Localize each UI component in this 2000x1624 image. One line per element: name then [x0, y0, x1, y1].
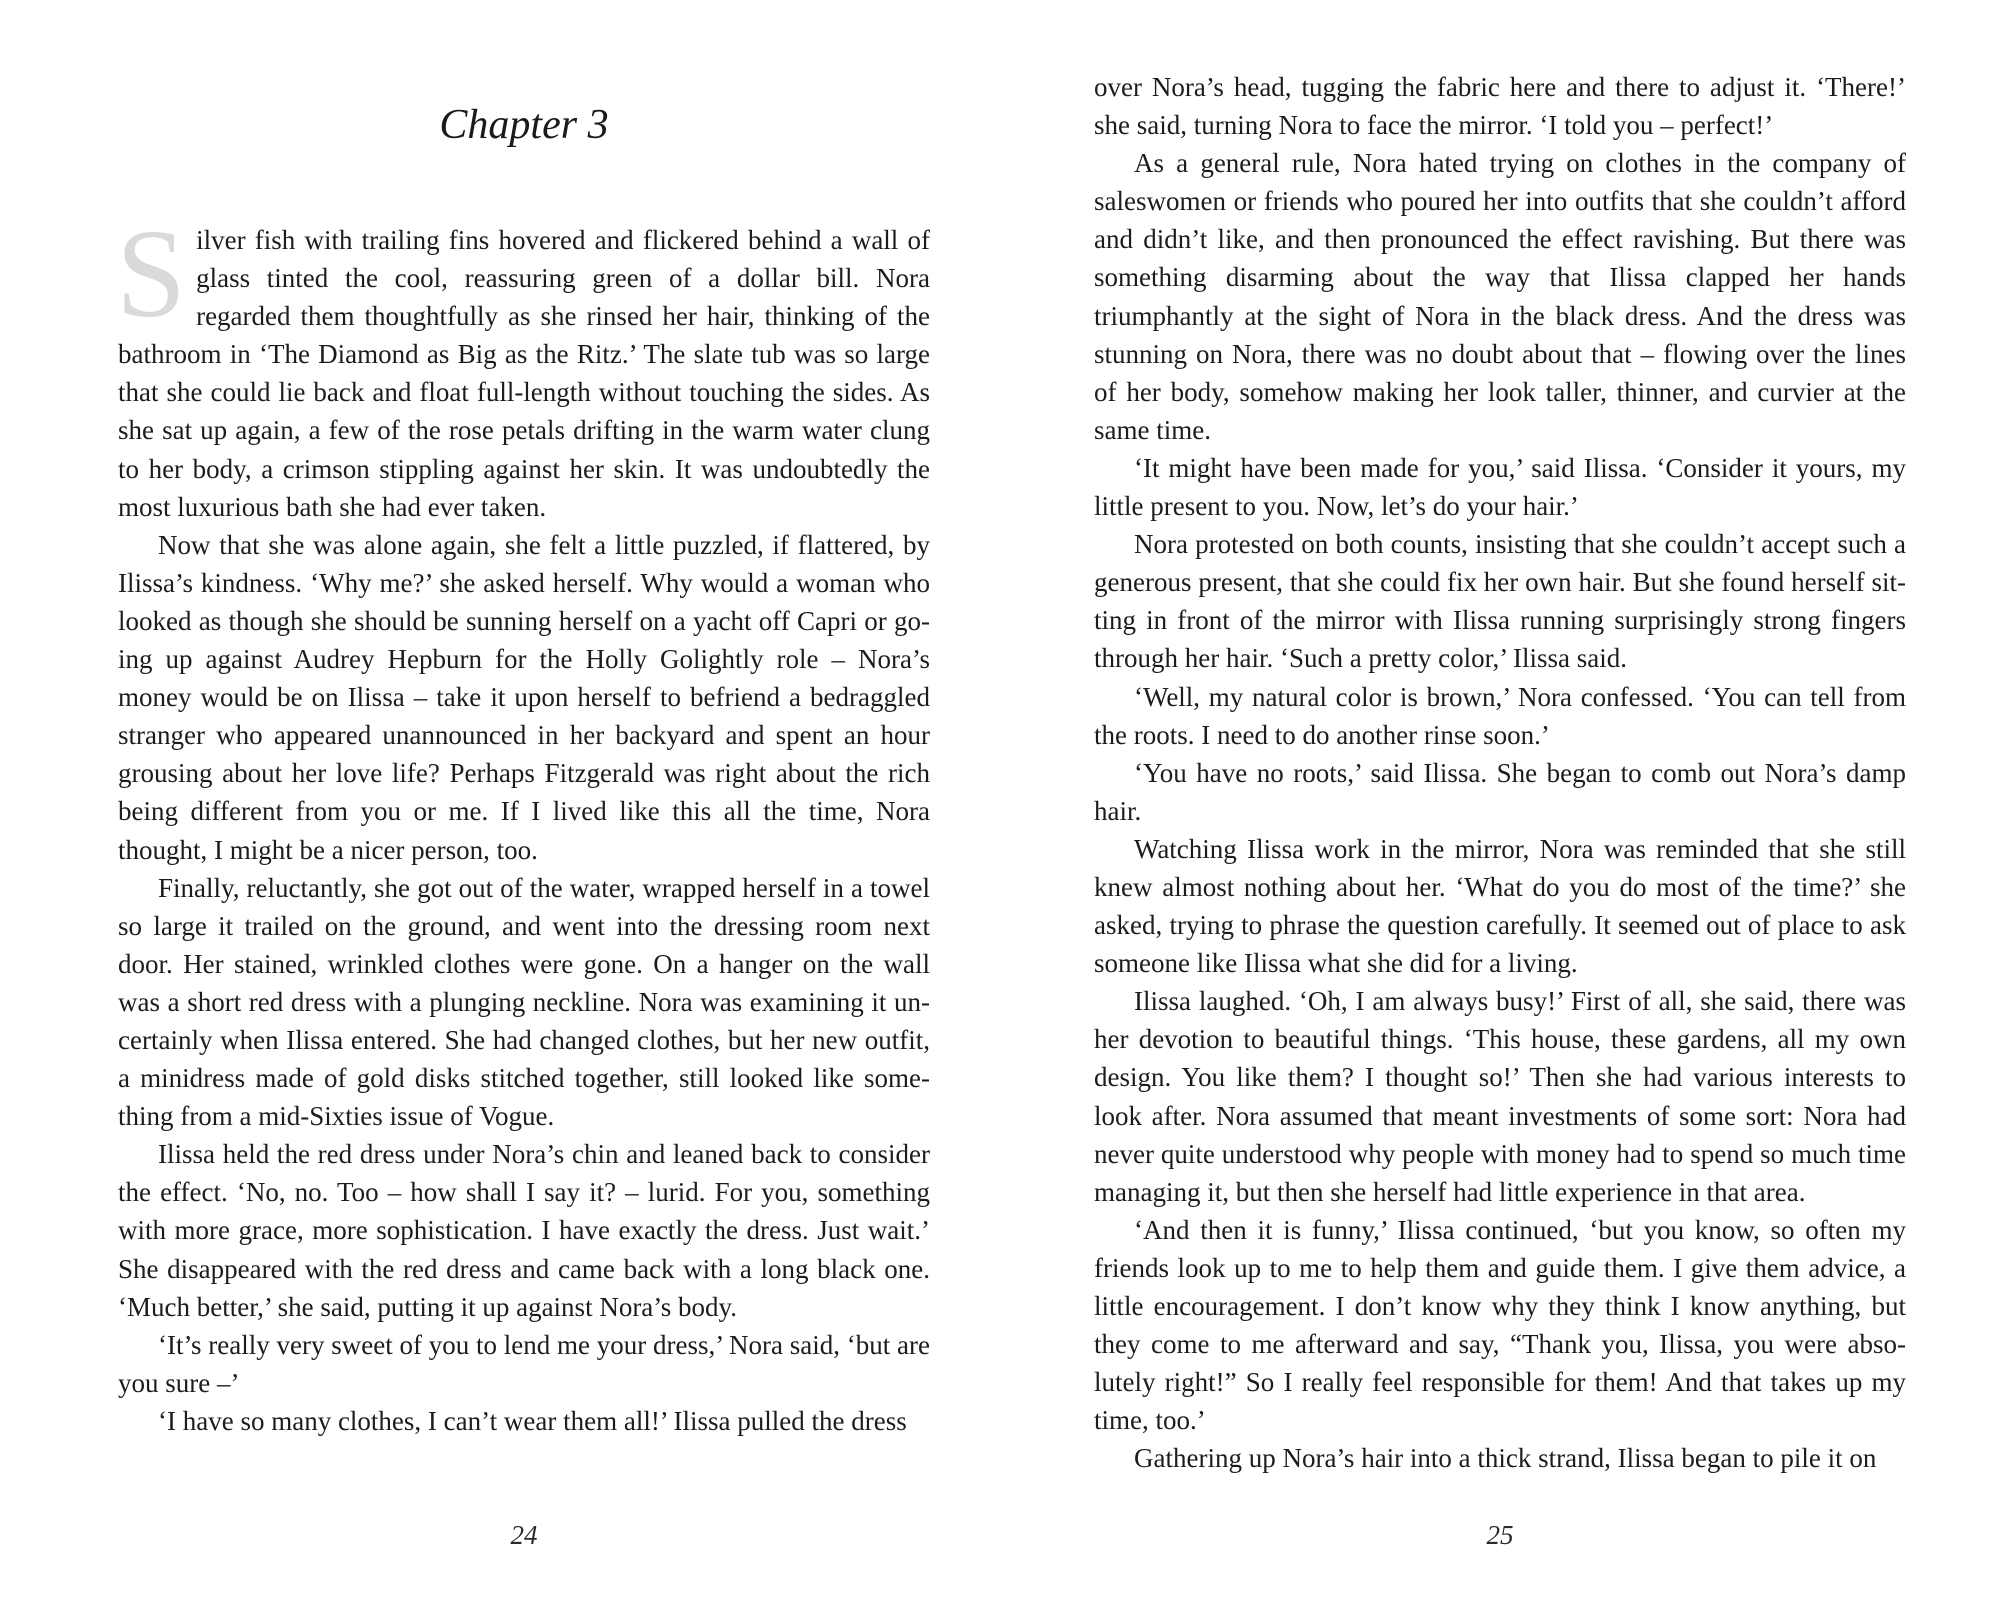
page-number: 25 [1486, 1520, 1514, 1550]
paragraph: ‘It’s really very sweet of you to lend me your dress,’ Nora said, ‘but are you sure –’ [118, 1329, 930, 1398]
paragraph-text: ilver fish with trailing fins hovered and flickered behind a wall of glass tinted the cool, reassuring green of a dollar bill. Nora regarded them thoughtfully as she rinsed her hair, thinking of the bathroom in ‘The Diamond as Big as the Ritz.’ The slate tub was so large that she could lie back and float full-length without touching the sides. As she sat up again, a few of the rose petals drifting in the warm water clung to her body, a crimson stippling against her skin. It was undoubtedly the most luxurious bath she had ever taken. [118, 225, 930, 522]
paragraph: ‘You have no roots,’ said Ilissa. She began to comb out Nora’s damp hair. [1094, 757, 1906, 826]
paragraph: over Nora’s head, tugging the fabric here and there to adjust it. ‘There!’ she said, turning Nora to face the mirror. ‘I told you – perfect!’ [1094, 72, 1906, 141]
paragraph: As a general rule, Nora hated trying on clothes in the company of saleswomen or friends who poured her into outfits that she couldn’t afford and didn’t like, and then pronounced the effect ravishing. But there was something disarming about the way that Ilissa clapped her hands triumphantly at the sight of Nora in the black dress. And the dress was stunning on Nora, there was no doubt about that – flowing over the lines of her body, somehow making her look taller, thinner, and curvier at the same time. [1094, 148, 1906, 445]
paragraph [116, 205, 930, 526]
left-page-text [116, 205, 930, 1440]
paragraph: Finally, reluctantly, she got out of the water, wrapped herself in a towel so large it trailed on the ground, and went into the dressing room next door. Her stained, wrinkled clothes were gone. On a hanger on the wall was a short red dress with a plunging neckline. Nora was examining it uncertainly when Ilissa entered. She had changed clothes, but her new outfit, a minidress made of gold disks stitched together, still looked like something from a mid-Sixties issue of Vogue. [118, 872, 930, 1132]
paragraph: ‘Well, my natural color is brown,’ Nora confessed. ‘You can tell from the roots. I need to do another rinse soon.’ [1094, 681, 1906, 750]
right-page-text [1094, 68, 1906, 1477]
paragraph: ‘And then it is funny,’ Ilissa continued, ‘but you know, so often my friends look up to me to help them and guide them. I give them advice, a little encouragement. I don’t know why they think I know anything, but they come to me afterward and say, “Thank you, Ilissa, you were absolutely right!” So I really feel responsible for them! And that takes up my time, too.’ [1094, 1214, 1906, 1436]
paragraph: Now that she was alone again, she felt a little puzzled, if flattered, by Ilissa’s kindness. ‘Why me?’ she asked herself. Why would a woman who looked as though she should be sunning herself on a yacht off Capri or going up against Audrey Hepburn for the Holly Golightly role – Nora’s money would be on Ilissa – take it upon herself to befriend a bedraggled stranger who appeared unannounced in her backyard and spent an hour grousing about her love life? Perhaps Fitzgerald was right about the rich being different from you or me. If I lived like this all the time, Nora thought, I might be a nicer person, too. [118, 529, 930, 865]
page-number: 24 [510, 1520, 538, 1550]
paragraph: Ilissa held the red dress under Nora’s chin and leaned back to consider the effect. ‘No, no. Too – how shall I say it? – lurid. For you, something with more grace, more sophistication. I have exactly the dress. Just wait.’ She disappeared with the red dress and came back with a long black one. ‘Much better,’ she said, putting it up against Nora’s body. [118, 1139, 930, 1322]
right-page [1000, 0, 2000, 1624]
paragraph: Watching Ilissa work in the mirror, Nora was reminded that she still knew almost nothing about her. ‘What do you do most of the time?’ she asked, trying to phrase the question carefully. It seemed out of place to ask someone like Ilissa what she did for a living. [1094, 833, 1906, 979]
paragraph: Ilissa laughed. ‘Oh, I am always busy!’ First of all, she said, there was her devotion to beautiful things. ‘This house, these gardens, all my own design. You like them? I thought so!’ Then she had various interests to look after. Nora assumed that meant investments of some sort: Nora had never quite understood why people with money had to spend so much time managing it, but then she herself had little experience in that area. [1094, 986, 1906, 1207]
paragraph: Nora protested on both counts, insisting that she couldn’t accept such a generous present, that she could fix her own hair. But she found herself sitting in front of the mirror with Ilissa running surprisingly strong fingers through her hair. ‘Such a pretty color,’ Ilissa said. [1094, 529, 1906, 674]
paragraph: Gathering up Nora’s hair into a thick strand, Ilissa began to pile it on [1134, 1443, 1877, 1474]
drop-cap: S [116, 205, 187, 344]
chapter-title: Chapter 3 [439, 102, 609, 148]
paragraph: ‘It might have been made for you,’ said Ilissa. ‘Consider it yours, my little present to you. Now, let’s do your hair.’ [1094, 452, 1906, 522]
paragraph: ‘I have so many clothes, I can’t wear them all!’ Ilissa pulled the dress [158, 1405, 907, 1436]
